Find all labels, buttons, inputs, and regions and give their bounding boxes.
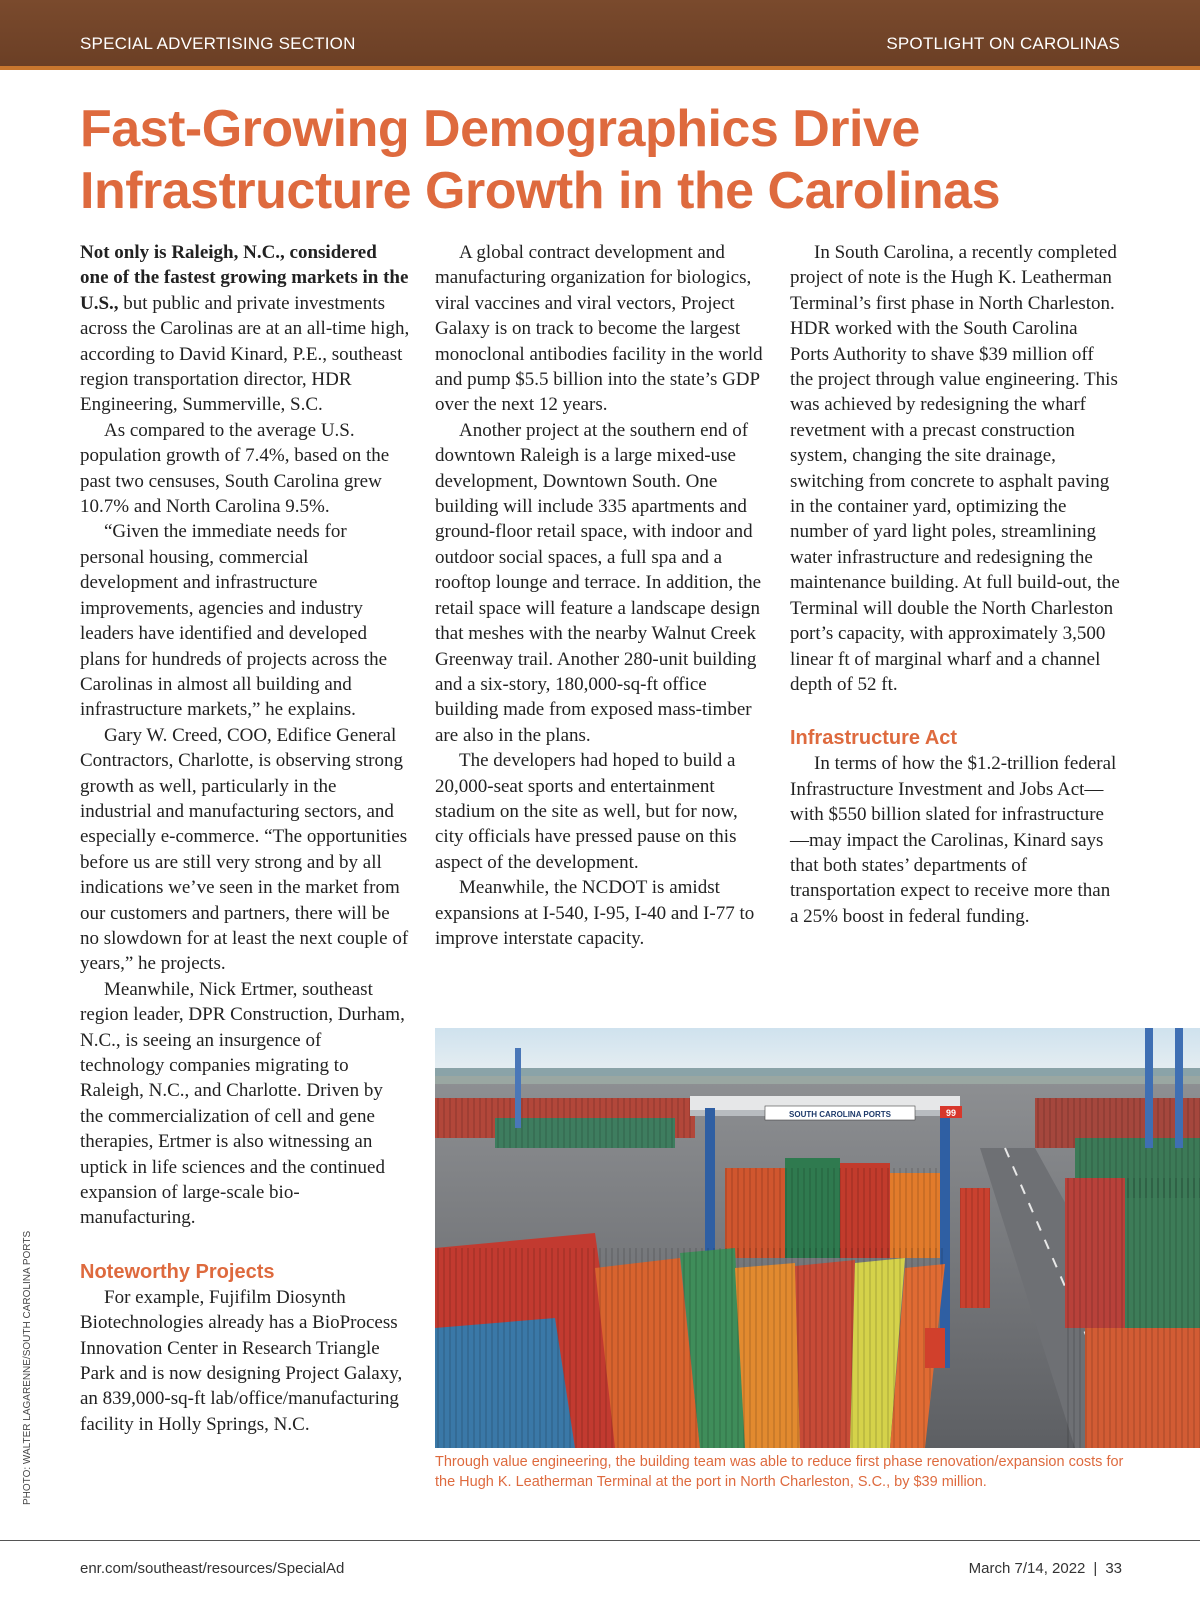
lead-text: but public and private investments across the Carolinas are at an all-time high, according to David Kinard, P.E., southeast region transportation director, HDR Engineering, Summerville, S.C. bbox=[80, 292, 410, 416]
article-column-1 bbox=[80, 240, 410, 1437]
paragraph: In terms of how the $1.2-trillion federal Infrastructure Investment and Jobs Act—with $550 billion slated for infrastructure—may impact the Carolinas, Kinard says that both states’ departments of transportation expect to receive more than a 25% boost in federal funding. bbox=[790, 753, 1117, 927]
footer-rule bbox=[0, 1540, 1200, 1541]
footer-date-page bbox=[969, 1560, 1122, 1577]
paragraph: As compared to the average U.S. population growth of 7.4%, based on the past two censuses, South Carolina grew 10.7% and North Carolina 9.5%. bbox=[80, 419, 390, 518]
subhead-infrastructure-act: Infrastructure Act bbox=[790, 727, 958, 750]
paragraph: “Given the immediate needs for personal housing, commercial development and infrastructure improvements, agencies and industry leaders have identified and developed plans for hundreds of projects across the Carolinas in almost all building and infrastructure markets,” he explains. bbox=[80, 521, 388, 721]
footer-url[interactable]: enr.com/southeast/resources/SpecialAd bbox=[80, 1560, 345, 1577]
header-band bbox=[0, 0, 1200, 66]
section-label: SPECIAL ADVERTISING SECTION bbox=[80, 34, 356, 53]
crane-sign-text: SOUTH CAROLINA PORTS bbox=[789, 1110, 891, 1119]
paragraph: In South Carolina, a recently completed project of note is the Hugh K. Leatherman Terminal’s first phase in North Charleston. HDR worked with the South Carolina Ports Authority to shave $39 million off the project through value engineering. This was achieved by redesigning the wharf revetment with a precast construction system, changing the site drainage, switching from concrete to asphalt paving in the container yard, optimizing the number of yard light poles, streamlining water infrastructure and redesigning the maintenance building. At full build-out, the Terminal will double the North Charleston port’s capacity, with approximately 3,500 linear ft of marginal wharf and a channel depth of 52 ft. bbox=[790, 242, 1120, 695]
footer-separator: | bbox=[1093, 1560, 1098, 1577]
right-container-stack bbox=[1065, 1178, 1200, 1448]
paragraph: Meanwhile, the NCDOT is amidst expansions at I-540, I-95, I-40 and I-77 to improve interstate capacity. bbox=[435, 877, 755, 949]
photo-credit: PHOTO: WALTER LAGARENNE/SOUTH CAROLINA PORTS bbox=[22, 1230, 33, 1505]
foreground-containers bbox=[435, 1233, 945, 1448]
title-line-2: Infrastructure Growth in the Carolinas bbox=[80, 162, 1001, 220]
container-yard-illustration bbox=[435, 1028, 1200, 1448]
straddle-carrier bbox=[925, 1328, 945, 1368]
crane-number-text: 99 bbox=[945, 1108, 957, 1118]
paragraph: Meanwhile, Nick Ertmer, southeast region leader, DPR Construction, Durham, N.C., is seeing an insurgence of technology companies migrating to Raleigh, N.C., and Charlotte. Driven by the commercialization of cell and gene therapies, Ertmer is also witnessing an uptick in life sciences and the continued expansion of large-scale bio-manufacturing. bbox=[80, 978, 405, 1229]
paragraph: The developers had hoped to build a 20,000-seat sports and entertainment stadium on the site as well, but for now, city officials have pressed pause on this aspect of the development. bbox=[435, 750, 738, 873]
paragraph: Another project at the southern end of downtown Raleigh is a large mixed-use development, Downtown South. One building will include 335 apartments and ground-floor retail space, with indoor and outdoor social spaces, a full spa and a rooftop lounge and terrace. In addition, the retail space will feature a landscape design that meshes with the nearby Walnut Creek Greenway trail. Another 280-unit building and a six-story, 180,000-sq-ft office building made from exposed mass-timber are also in the plans. bbox=[435, 419, 762, 746]
issue-date: March 7/14, 2022 bbox=[968, 1560, 1086, 1577]
page-title bbox=[80, 98, 1140, 222]
lead-bold-text: Not only is Raleigh, N.C., considered one of the fastest growing markets in the U.S., bbox=[80, 242, 409, 314]
lead-paragraph bbox=[80, 240, 410, 418]
subhead-noteworthy-projects: Noteworthy Projects bbox=[80, 1260, 275, 1283]
page-number: 33 bbox=[1105, 1560, 1122, 1577]
paragraph: A global contract development and manufacturing organization for biologics, viral vaccines and viral vectors, Project Galaxy is on track to become the largest monoclonal antibodies facility in the world and pump $5.5 billion into the state’s GDP over the next 12 years. bbox=[435, 242, 763, 416]
header-accent-rule bbox=[0, 66, 1200, 70]
port-container-photo bbox=[435, 1028, 1200, 1448]
paragraph: Gary W. Creed, COO, Edifice General Contractors, Charlotte, is observing strong growth as well, particularly in the industrial and manufacturing sectors, and especially e-commerce. “The opportunities before us are still very strong and by all indications we’ve seen in the market from our customers and partners, there will be no slowdown for at least the next couple of years,” he projects. bbox=[80, 724, 409, 975]
article-column-3 bbox=[790, 240, 1120, 929]
article-column-2 bbox=[435, 240, 765, 951]
photo-caption: Through value engineering, the building team was able to reduce first phase renovation/expansion costs for the Hugh K. Leatherman Terminal at the port in North Charleston, S.C., by $39 million. bbox=[435, 1454, 1124, 1490]
paragraph: For example, Fujifilm Diosynth Biotechnologies already has a BioProcess Innovation Center in Research Triangle Park and is now designing Project Galaxy, an 839,000-sq-ft lab/office/manufacturing facility in Holly Springs, N.C. bbox=[80, 1286, 403, 1435]
title-line-1: Fast-Growing Demographics Drive bbox=[80, 100, 920, 158]
spotlight-label: SPOTLIGHT ON CAROLINAS bbox=[886, 34, 1120, 53]
